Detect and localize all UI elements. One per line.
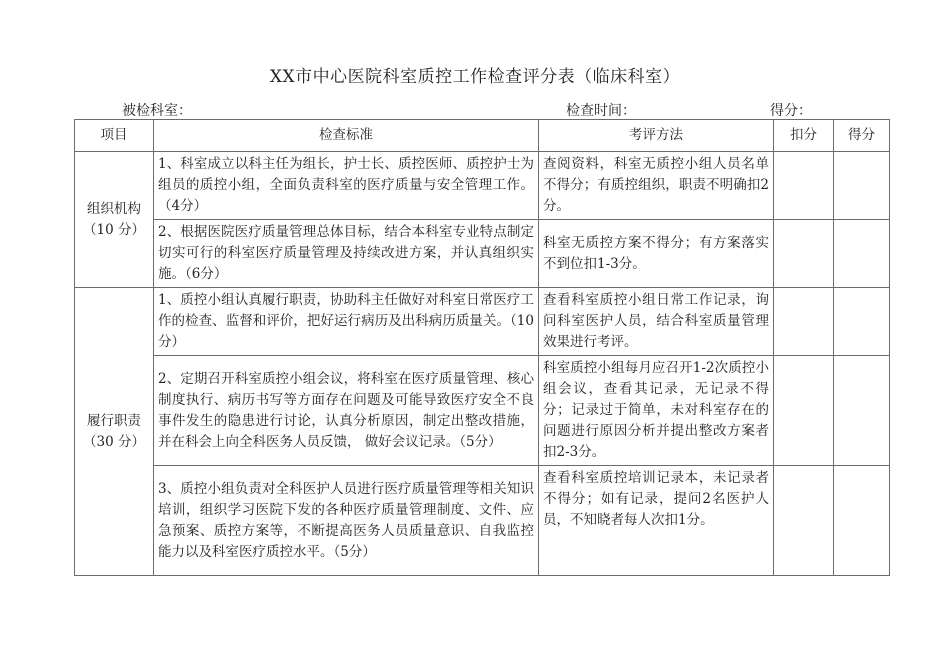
- header-item: 项目: [75, 120, 154, 152]
- deduct-cell[interactable]: [774, 356, 834, 466]
- method-cell: 查看科室质控小组日常工作记录，询问科室医护人员，结合科室质量管理效果进行考评。: [539, 288, 774, 356]
- header-row: [75, 120, 890, 152]
- standard-cell: 1、科室成立以科主任为组长，护士长、质控医师、质控护士为组员的质控小组，全面负责科室的医疗质量与安全管理工作。（4分）: [154, 152, 539, 220]
- inspected-dept-label: 被检科室：: [122, 103, 192, 119]
- standard-cell: 2、根据医院医疗质量管理总体目标，结合本科室专业特点制定切实可行的科室医疗质量管理及持续改进方案，并认真组织实施。（6分）: [154, 220, 539, 288]
- header-score: 得分: [834, 120, 890, 152]
- section-org: [75, 152, 154, 288]
- standard-cell: 1、质控小组认真履行职责，协助科主任做好对科室日常医疗工作的检查、监督和评价，把好运行病历及出科病历质量关。（10分）: [154, 288, 539, 356]
- standard-cell: 2、定期召开科室质控小组会议，将科室在医疗质量管理、核心制度执行、病历书写等方面存在问题及可能导致医疗安全不良事件发生的隐患进行讨论，认真分析原因，制定出整改措施，并在科会上向全科医务人员反馈， 做好会议记录。（5分）: [154, 356, 539, 466]
- table-row: [75, 288, 890, 356]
- method-cell: 科室质控小组每月应召开1-2次质控小组会议，查看其记录，无记录不得分；记录过于简单，未对科室存在的问题进行原因分析并提出整改方案者扣2-3分。: [539, 356, 774, 466]
- table-row: [75, 220, 890, 288]
- table-row: [75, 152, 890, 220]
- method-cell: 查看科室质控培训记录本，未记录者不得分；如有记录，提问2名医护人员，不知晓者每人次扣1分。: [539, 466, 774, 576]
- score-cell[interactable]: [834, 288, 890, 356]
- deduct-cell[interactable]: [774, 220, 834, 288]
- score-cell[interactable]: [834, 466, 890, 576]
- method-cell: 科室无质控方案不得分；有方案落实不到位扣1-3分。: [539, 220, 774, 288]
- total-score-label: 得分：: [770, 103, 812, 119]
- deduct-cell[interactable]: [774, 466, 834, 576]
- score-cell[interactable]: [834, 356, 890, 466]
- inspection-time-label: 检查时间：: [566, 103, 636, 119]
- score-cell[interactable]: [834, 220, 890, 288]
- section-points: （10 分）: [83, 221, 145, 238]
- section-points: （30 分）: [83, 433, 145, 450]
- score-cell[interactable]: [834, 152, 890, 220]
- deduct-cell[interactable]: [774, 288, 834, 356]
- standard-cell: 3、质控小组负责对全科医护人员进行医疗质量管理等相关知识培训，组织学习医院下发的各种医疗质量管理制度、文件、应急预案、质控方案等，不断提高医务人员质量意识、自我监控能力以及科室医疗质控水平。（5分）: [154, 466, 539, 576]
- section-name: 组织机构: [87, 200, 141, 217]
- method-cell: 查阅资料，科室无质控小组人员名单不得分；有质控组织，职责不明确扣2分。: [539, 152, 774, 220]
- score-table: [74, 119, 890, 576]
- header-standard: 检查标准: [154, 120, 539, 152]
- deduct-cell[interactable]: [774, 152, 834, 220]
- table-row: [75, 466, 890, 576]
- table-row: [75, 356, 890, 466]
- section-duty: [75, 288, 154, 576]
- page-title: XX市中心医院科室质控工作检查评分表（临床科室）: [269, 67, 681, 87]
- header-deduct: 扣分: [774, 120, 834, 152]
- header-method: 考评方法: [539, 120, 774, 152]
- section-name: 履行职责: [87, 412, 141, 429]
